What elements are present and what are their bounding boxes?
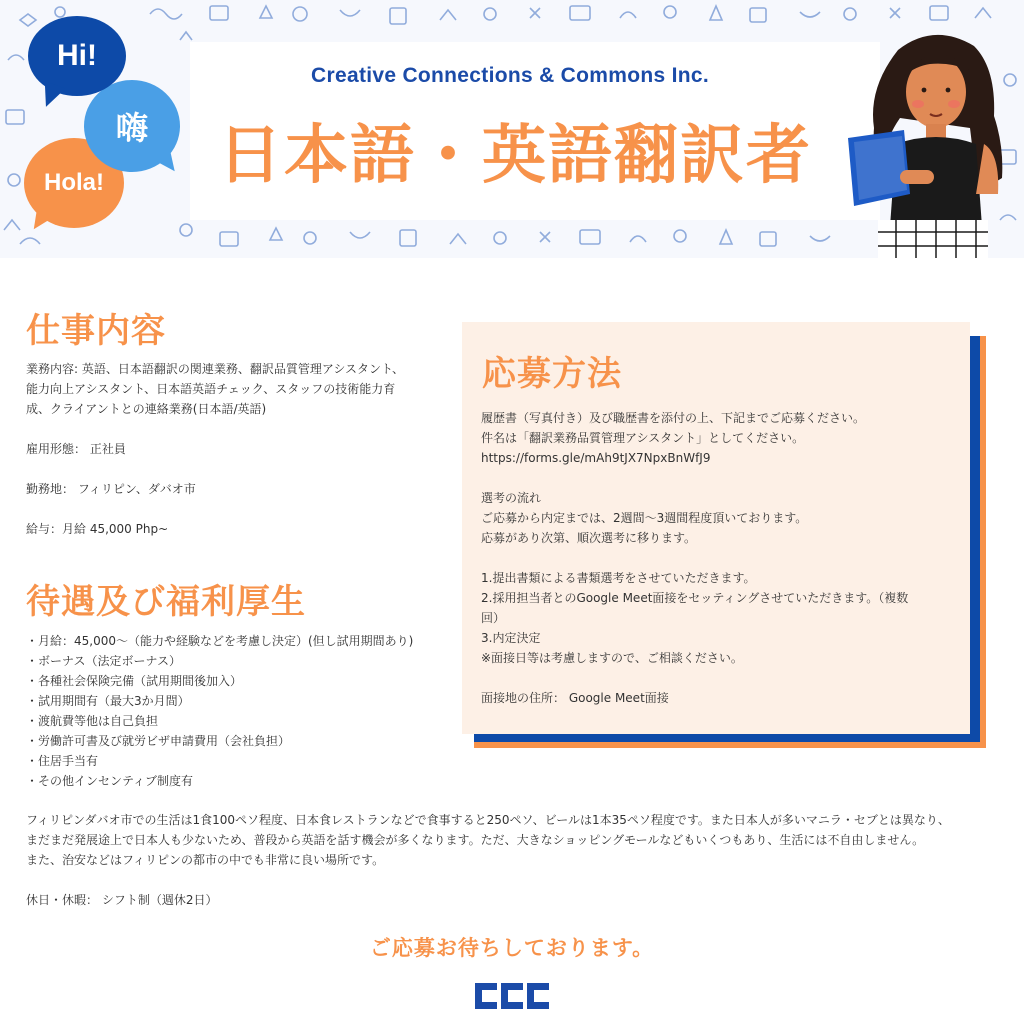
job-spacer (26, 459, 426, 479)
list-item: ・試用期間有（最大3か月間） (26, 694, 190, 708)
list-item: ・ボーナス（法定ボーナス） (26, 654, 182, 668)
list-item: ・月給：45,000〜（能力や経験などを考慮し決定）(但し試用期間あり) (26, 634, 414, 648)
benefits-heading: 待遇及び福利厚生 (26, 582, 306, 622)
job-line: 能力向上アシスタント、日本語英語チェック、スタッフの技術能力育 (26, 382, 396, 396)
apply-step: 2.採用担当者とのGoogle Meet面接をセッティングさせていただきます。（複数 (481, 591, 909, 605)
apply-spacer (481, 468, 956, 488)
company-name: Creative Connections & Commons Inc. (311, 64, 709, 87)
list-item: ・住居手当有 (26, 754, 99, 768)
employment-type: 雇用形態： 正社員 (26, 442, 126, 456)
woman-reading-book-illustration (838, 20, 1024, 258)
apply-step: 3.内定決定 (481, 631, 541, 645)
apply-step: 1.提出書類による書類選考をさせていただきます。 (481, 571, 756, 585)
apply-line: ご応募から内定までは、2週間〜3週間程度頂いております。 (481, 511, 808, 525)
ccc-logo-icon (475, 983, 549, 1009)
benefits-list (26, 631, 456, 791)
living-line: まだまだ発展途上で日本人も少ないため、普段から英語を話す機会が多くなります。ただ、大きなショッピングモールなどもいくつもあり、生活には不自由しません。 (26, 833, 925, 847)
header-banner (0, 0, 1024, 258)
job-line: 業務内容: 英語、日本語翻訳の関連業務、翻訳品質管理アシスタント、 (26, 362, 404, 376)
job-details-heading: 仕事内容 (26, 311, 166, 351)
list-item: ・各種社会保険完備（試用期間後加入） (26, 674, 243, 688)
list-item: ・その他インセンティブ制度有 (26, 774, 194, 788)
page-title: 日本語・英語翻訳者 (218, 119, 812, 193)
job-spacer (26, 419, 426, 439)
hola-label: Hola! (44, 169, 104, 196)
hai-label: 嗨 (115, 110, 148, 146)
apply-line: 応募があり次第、順次選考に移ります。 (481, 531, 697, 545)
how-to-apply-heading: 応募方法 (482, 354, 622, 394)
work-location: 勤務地： フィリピン、ダバオ市 (26, 482, 196, 496)
apply-line: 履歴書（写真付き）及び職歴書を添付の上、下記までご応募ください。 (481, 411, 866, 425)
apply-note: ※面接日等は考慮しますので、ご相談ください。 (481, 651, 743, 665)
interview-location: 面接地の住所： Google Meet面接 (481, 691, 669, 705)
selection-flow-label: 選考の流れ (481, 491, 542, 505)
holiday-info: 休日・休暇： シフト制（週休2日） (26, 893, 218, 907)
hi-label: Hi! (57, 39, 97, 72)
job-spacer (26, 499, 426, 519)
apply-instructions (481, 408, 956, 708)
apply-spacer (481, 548, 956, 568)
living-line: また、治安などはフィリピンの都市の中でも非常に良い場所です。 (26, 853, 385, 867)
apply-line: 件名は「翻訳業務品質管理アシスタント」としてください。 (481, 431, 805, 445)
apply-spacer (481, 668, 956, 688)
job-line: 成、クライアントとの連絡業務(日本語/英語) (26, 402, 267, 416)
apply-step: 回） (481, 611, 506, 625)
salary: 給与：月給 45,000 Php~ (26, 522, 169, 536)
closing-message: ご応募お待ちしております。 (369, 936, 655, 960)
list-item: ・労働許可書及び就労ビザ申請費用（会社負担） (26, 734, 291, 748)
living-info-paragraph (26, 810, 1006, 870)
job-details-text (26, 359, 426, 539)
list-item: ・渡航費等他は自己負担 (26, 714, 159, 728)
application-form-link[interactable]: https://forms.gle/mAh9tJX7NpxBnWfJ9 (481, 451, 711, 465)
living-line: フィリピンダバオ市での生活は1食100ペソ程度、日本食レストランなどで食事すると250ペソ、ビールは1本35ペソ程度です。また日本人が多いマニラ・セブとは異なり、 (26, 813, 950, 827)
